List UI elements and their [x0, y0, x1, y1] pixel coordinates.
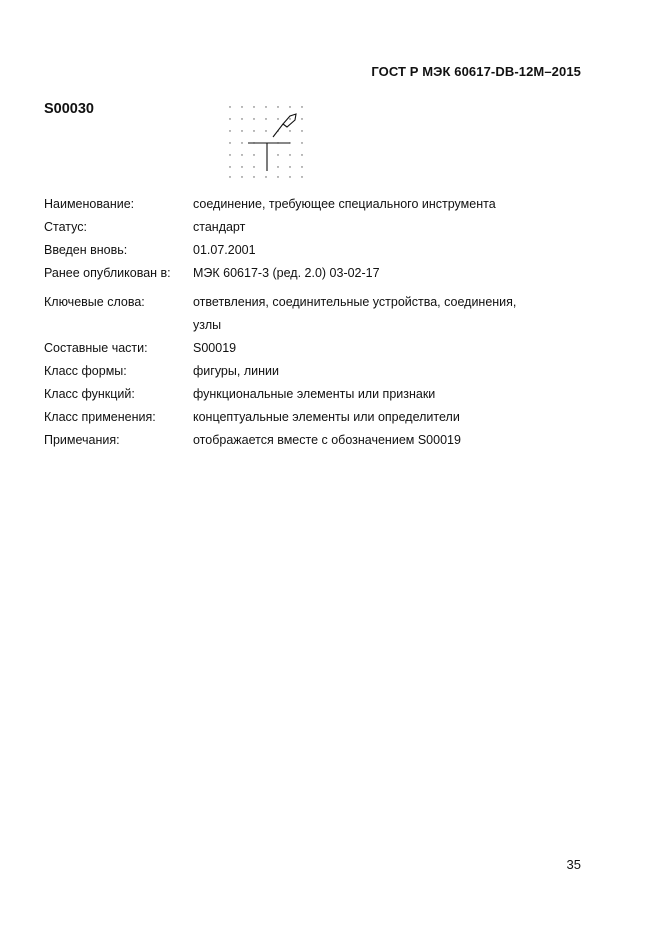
property-value: 01.07.2001 [193, 243, 256, 257]
property-row-notes [44, 429, 604, 452]
symbol-code: S00030 [44, 101, 94, 117]
property-value: фигуры, линии [193, 364, 279, 378]
property-value [193, 291, 604, 337]
symbol-strokes [248, 114, 296, 171]
property-label: Наименование: [44, 197, 135, 211]
property-label: Статус: [44, 220, 87, 234]
property-label: Ранее опубликован в: [44, 266, 171, 280]
property-row-function-class [44, 383, 604, 406]
page-number: 35 [566, 857, 581, 872]
property-label: Составные части: [44, 341, 148, 355]
property-label: Примечания: [44, 433, 120, 447]
property-row-status [44, 216, 604, 239]
property-label: Класс применения: [44, 410, 156, 424]
property-row-introduced [44, 239, 604, 262]
property-value: S00019 [193, 341, 237, 355]
property-value: стандарт [193, 220, 246, 234]
property-label: Класс функций: [44, 387, 135, 401]
property-value: соединение, требующее специального инструмента [193, 197, 496, 211]
property-label: Класс формы: [44, 364, 127, 378]
property-value: функциональные элементы или признаки [193, 387, 436, 401]
property-row-shape-class [44, 360, 604, 383]
junction-with-special-tool-symbol-icon [226, 103, 308, 179]
property-label: Ключевые слова: [44, 295, 145, 309]
property-row-previously-published [44, 262, 604, 285]
property-row-name [44, 193, 604, 216]
property-value: МЭК 60617-3 (ред. 2.0) 03-02-17 [193, 266, 380, 280]
property-row-keywords [44, 291, 604, 337]
property-row-components [44, 337, 604, 360]
symbol-properties [44, 193, 604, 452]
property-value: отображается вместе с обозначением S00019 [193, 433, 461, 447]
property-value-line: узлы [193, 318, 222, 332]
property-row-application-class [44, 406, 604, 429]
grid-dots [229, 106, 302, 177]
property-value: концептуальные элементы или определители [193, 410, 460, 424]
document-header: ГОСТ Р МЭК 60617-DB-12M–2015 [371, 64, 581, 79]
property-label: Введен вновь: [44, 243, 128, 257]
property-value-line: ответвления, соединительные устройства, соединения, [193, 295, 517, 309]
